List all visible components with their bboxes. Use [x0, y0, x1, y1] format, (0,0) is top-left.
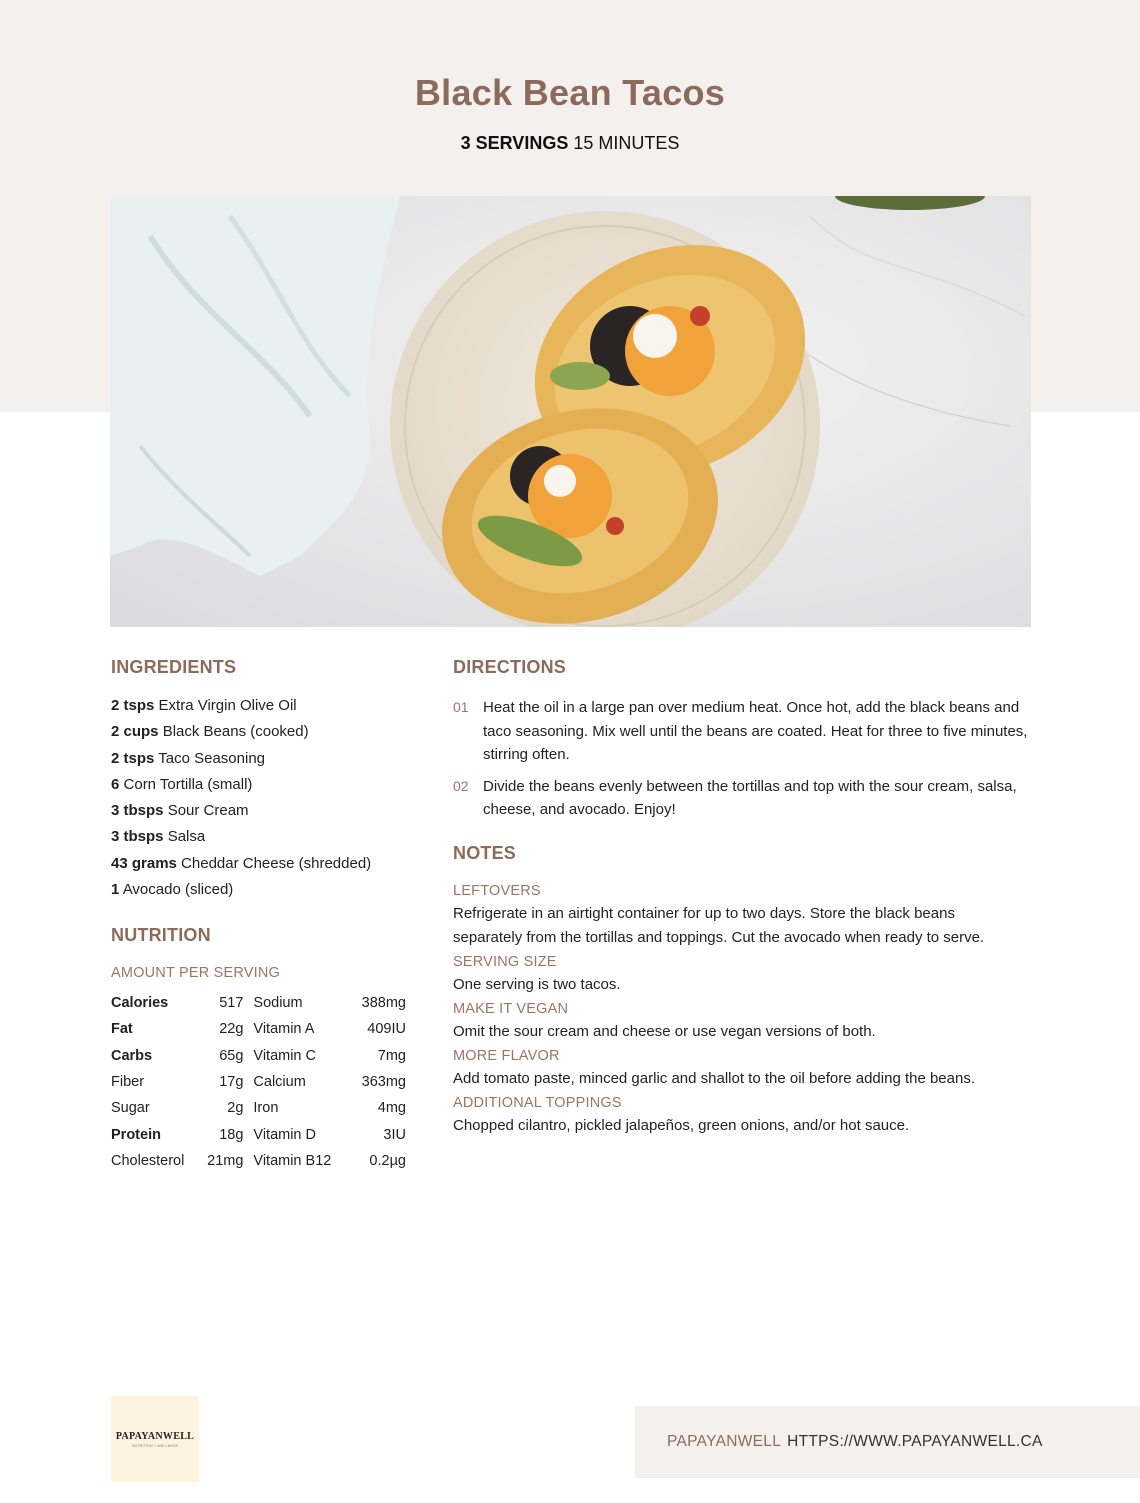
note-text: Omit the sour cream and cheese or use vegan versions of both.	[453, 1023, 876, 1040]
ingredients-heading: INGREDIENTS	[111, 657, 237, 677]
prep-time: 15 MINUTES	[573, 133, 680, 153]
ingredient-item	[111, 722, 421, 748]
recipe-meta	[0, 133, 1140, 154]
nutrient-label: Vitamin D	[253, 1126, 316, 1143]
nutrient-label: Fat	[111, 1021, 133, 1038]
ingredient-qty: 2 cups	[111, 723, 159, 741]
ingredients-list	[111, 696, 421, 906]
notes-heading: NOTES	[453, 843, 517, 863]
amount-per-serving-label: AMOUNT PER SERVING	[111, 965, 281, 981]
ingredient-qty: 1	[111, 881, 120, 899]
nutrition-row	[111, 1069, 406, 1095]
ingredient-item	[111, 827, 421, 853]
nutrient-value: 18g	[219, 1126, 244, 1143]
ingredient-name: Avocado (sliced)	[122, 881, 234, 899]
ingredient-qty: 2 tsps	[111, 749, 155, 767]
ingredient-name: Sour Cream	[167, 802, 249, 820]
logo-tagline: NUTRITION + WELLNESS	[131, 1443, 179, 1448]
ingredient-item	[111, 749, 421, 775]
ingredient-name: Cheddar Cheese (shredded)	[181, 854, 372, 872]
ingredient-qty: 2 tsps	[111, 697, 155, 714]
nutrient-value: 2g	[227, 1100, 244, 1117]
nutrient-value: 388mg	[361, 995, 406, 1012]
direction-step	[453, 775, 1028, 822]
nutrient-label: Sugar	[111, 1100, 150, 1117]
ingredient-qty: 3 tbsps	[111, 802, 164, 820]
ingredient-qty: 3 tbsps	[111, 828, 164, 846]
nutrition-row	[111, 1043, 406, 1069]
nutrient-value: 4mg	[377, 1100, 406, 1117]
note-text: Add tomato paste, minced garlic and shallot to the oil before adding the beans.	[453, 1070, 976, 1087]
nutrient-label: Fiber	[111, 1074, 145, 1091]
nutrient-value: 22g	[219, 1021, 244, 1038]
notes-list	[453, 880, 1028, 1139]
nutrient-label: Carbs	[111, 1047, 153, 1064]
nutrition-heading: NUTRITION	[111, 925, 211, 945]
nutrient-label: Protein	[111, 1126, 161, 1143]
nutrient-label: Iron	[253, 1100, 279, 1117]
directions-list	[453, 696, 1028, 830]
step-number: 02	[453, 777, 469, 794]
nutrient-value: 65g	[219, 1047, 244, 1064]
ingredient-qty: 43 grams	[111, 854, 177, 872]
nutrient-label: Calories	[111, 995, 169, 1012]
nutrient-value: 3IU	[383, 1126, 406, 1143]
nutrient-label: Vitamin A	[253, 1021, 315, 1038]
nutrient-label: Sodium	[253, 995, 303, 1012]
note-title: MAKE IT VEGAN	[453, 1001, 569, 1017]
note-text: Chopped cilantro, pickled jalapeños, green onions, and/or hot sauce.	[453, 1117, 910, 1134]
ingredient-name: Black Beans (cooked)	[162, 723, 309, 741]
nutrient-value: 409IU	[367, 1021, 406, 1038]
note-text: One serving is two tacos.	[453, 976, 621, 993]
nutrition-row	[111, 990, 406, 1016]
ingredient-name: Corn Tortilla (small)	[123, 775, 253, 793]
nutrient-value: 7mg	[377, 1047, 406, 1064]
ingredient-item	[111, 696, 421, 722]
directions-heading: DIRECTIONS	[453, 657, 567, 677]
nutrition-row	[111, 1121, 406, 1147]
nutrient-value: 17g	[219, 1074, 244, 1091]
step-text: Heat the oil in a large pan over medium heat. Once hot, add the black beans and taco seasoning. Mix well until the beans are coated. Heat for three to five minutes, stirring often.	[483, 699, 1028, 763]
brand-logo	[111, 1396, 199, 1482]
nutrition-table	[111, 990, 406, 1174]
servings-count: 3 SERVINGS	[460, 133, 569, 153]
footer-band	[635, 1406, 1140, 1478]
nutrient-value: 0.2µg	[369, 1152, 406, 1169]
ingredient-name: Extra Virgin Olive Oil	[158, 697, 297, 714]
step-text: Divide the beans evenly between the tortillas and top with the sour cream, salsa, cheese, and avocado. Enjoy!	[483, 777, 1017, 818]
nutrient-value: 517	[219, 995, 244, 1012]
tacos-photo-illustration	[110, 196, 1031, 627]
nutrient-value: 21mg	[207, 1152, 244, 1169]
ingredient-item	[111, 880, 421, 906]
logo-name: PAPAYANWELL	[115, 1430, 195, 1442]
note-title: ADDITIONAL TOPPINGS	[453, 1095, 622, 1111]
recipe-title: Black Bean Tacos	[414, 72, 726, 113]
ingredient-item	[111, 775, 421, 801]
nutrition-row	[111, 1016, 406, 1042]
nutrition-row	[111, 1095, 406, 1121]
nutrition-row	[111, 1148, 406, 1174]
footer-url-link[interactable]: HTTPS://WWW.PAPAYANWELL.CA	[787, 1433, 1043, 1450]
note-text: Refrigerate in an airtight container for up to two days. Store the black beans separately from the tortillas and toppings. Cut the avocado when ready to serve.	[453, 905, 985, 946]
nutrient-label: Calcium	[253, 1074, 306, 1091]
ingredient-item	[111, 854, 421, 880]
ingredient-name: Salsa	[167, 828, 206, 846]
hero-photo	[110, 196, 1031, 627]
nutrient-label: Vitamin B12	[253, 1152, 332, 1169]
nutrient-label: Vitamin C	[253, 1047, 316, 1064]
step-number: 01	[453, 699, 469, 715]
note-title: LEFTOVERS	[453, 883, 541, 899]
footer-brand: PAPAYANWELL	[667, 1433, 782, 1450]
ingredient-item	[111, 801, 421, 827]
note-title: SERVING SIZE	[453, 954, 557, 970]
ingredient-name: Taco Seasoning	[158, 749, 266, 767]
ingredient-qty: 6	[111, 775, 120, 793]
note-title: MORE FLAVOR	[453, 1048, 560, 1064]
direction-step	[453, 696, 1028, 767]
nutrient-value: 363mg	[361, 1074, 406, 1091]
nutrient-label: Cholesterol	[111, 1152, 185, 1169]
